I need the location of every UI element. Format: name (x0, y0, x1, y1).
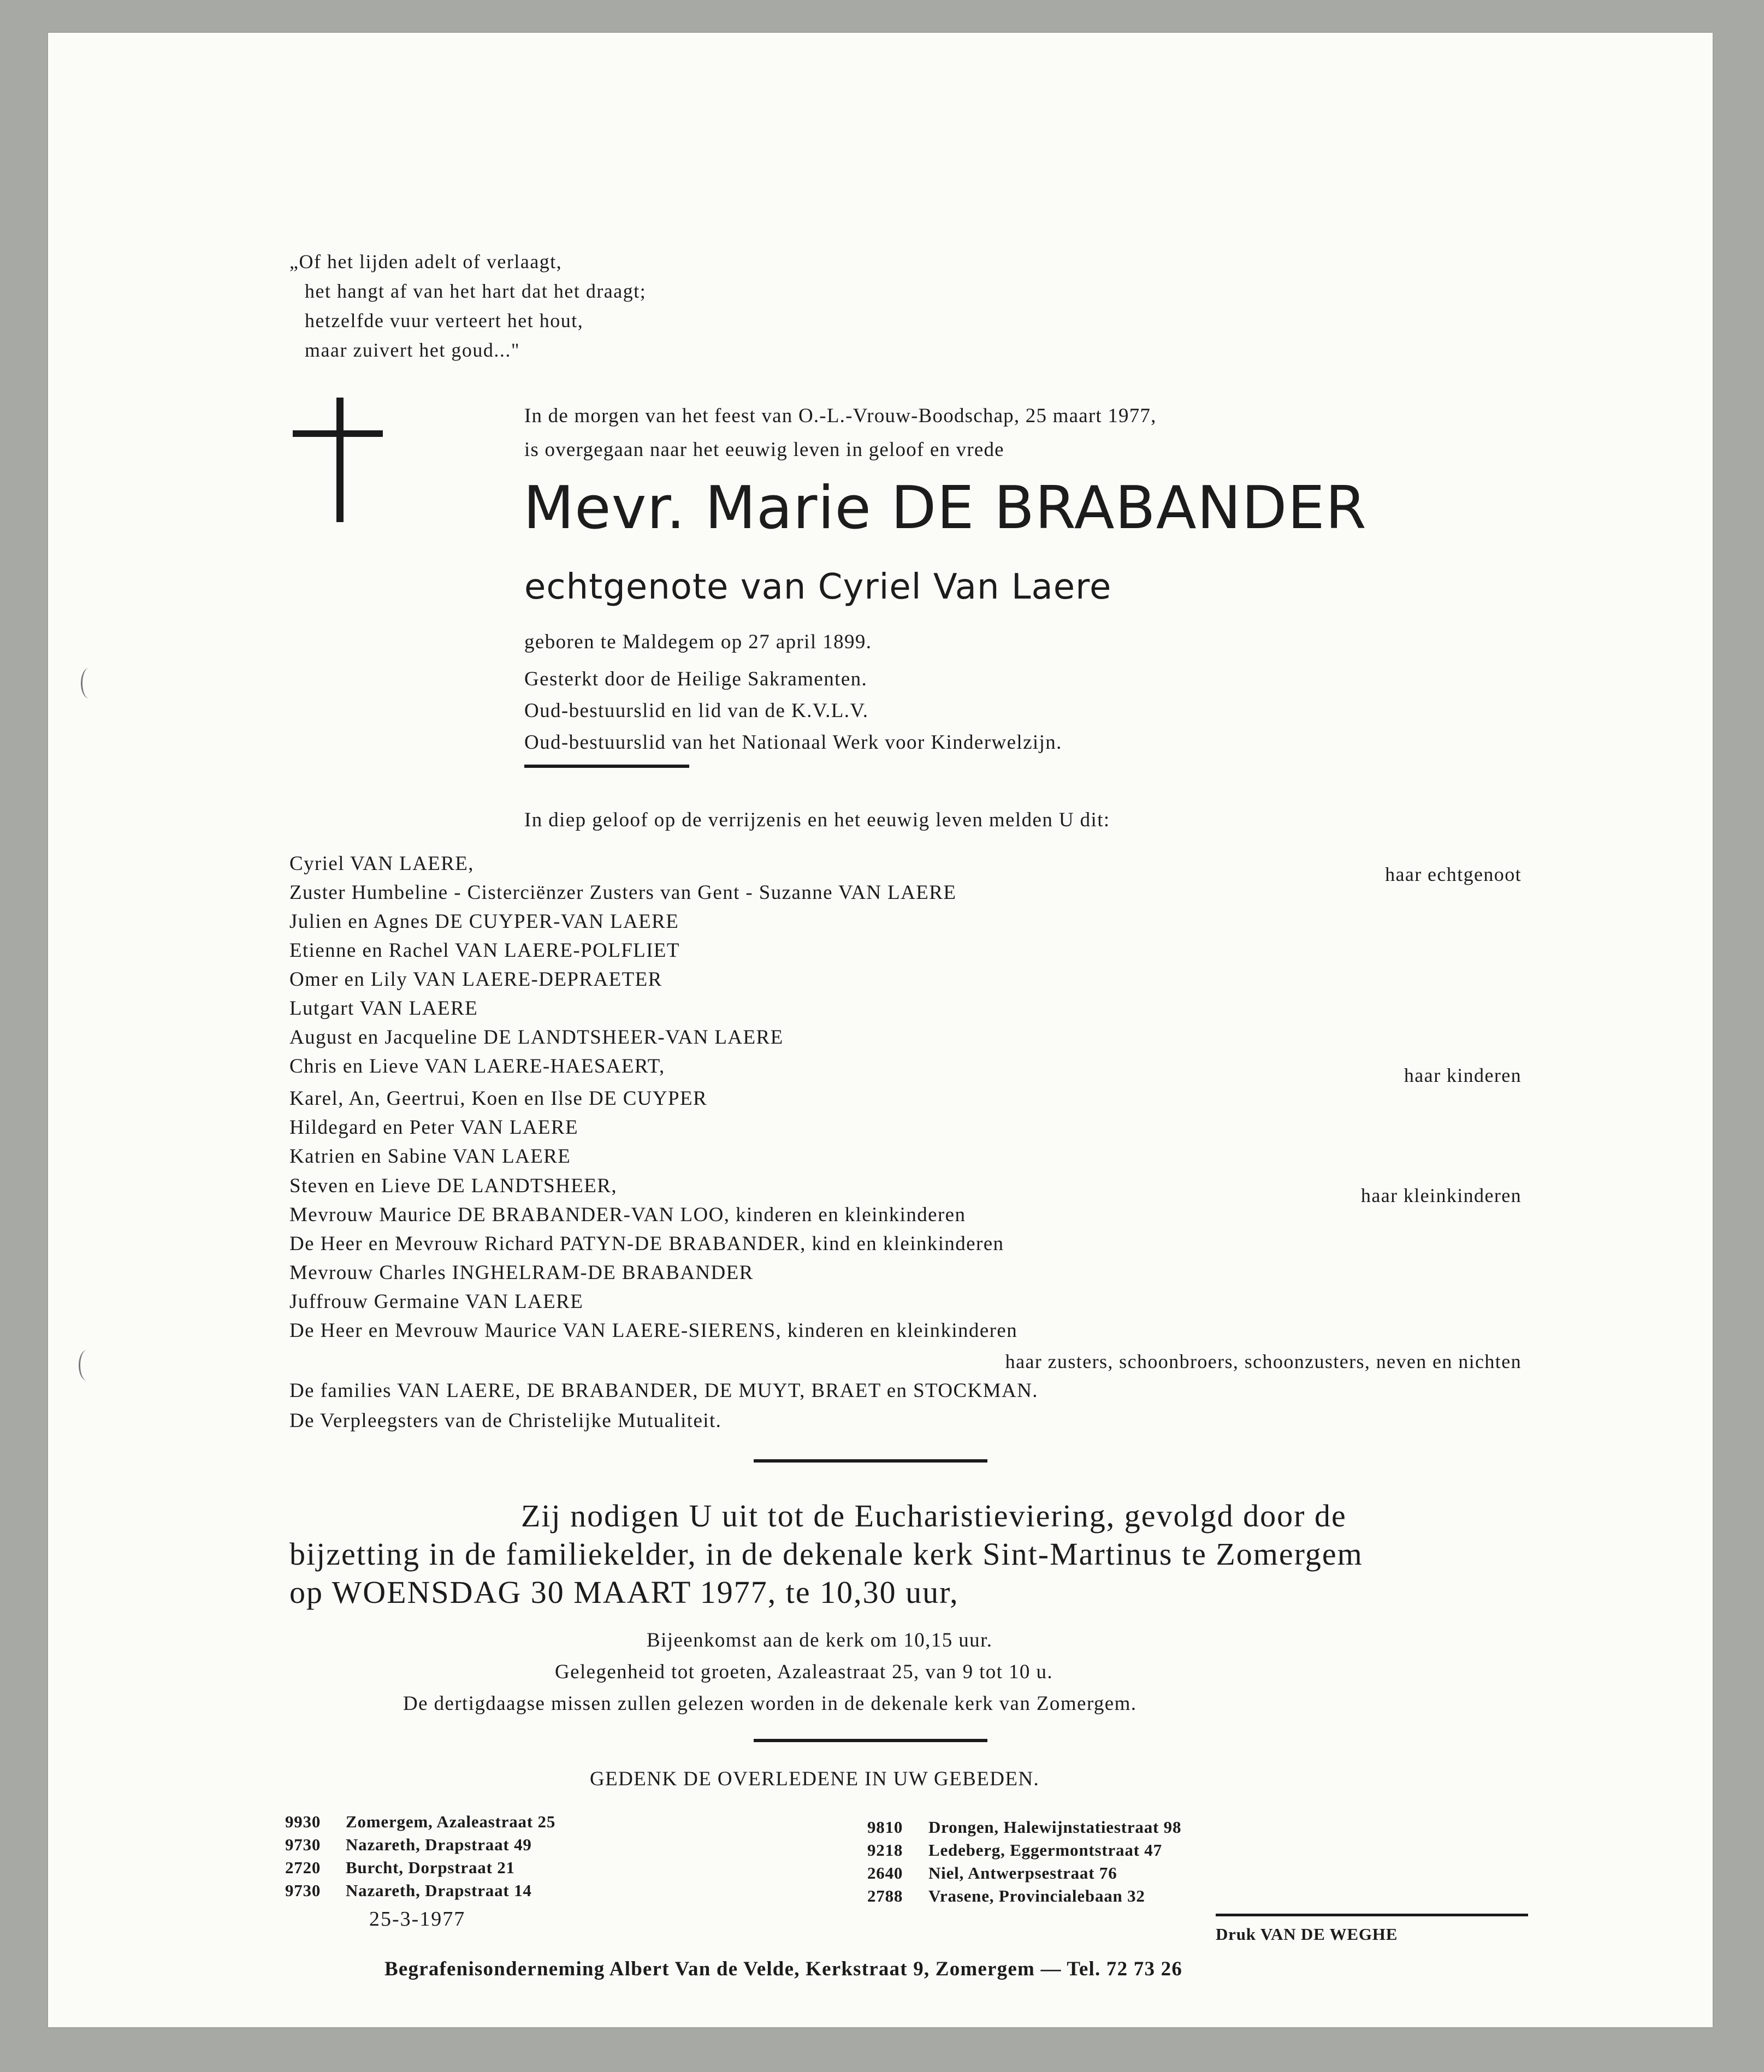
announcement-line: In diep geloof op de verrijzenis en het eeuwig leven melden U dit: (524, 809, 1110, 831)
family-member: Hildegard en Peter VAN LAERE (289, 1116, 579, 1139)
punch-hole (79, 1350, 95, 1381)
family-member: Chris en Lieve VAN LAERE-HAESAERT, (289, 1055, 665, 1078)
address-text: Zomergem, Azaleastraat 25 (346, 1812, 556, 1831)
address-text: Niel, Antwerpsestraat 76 (928, 1863, 1117, 1882)
quote-line: hetzelfde vuur verteert het hout, (305, 310, 584, 331)
detail-line: Gesterkt door de Heilige Sakramenten. (524, 668, 868, 690)
notice-date: 25-3-1977 (369, 1908, 466, 1931)
address-postcode: 2720 (285, 1858, 321, 1877)
family-member: Etienne en Rachel VAN LAERE-POLFLIET (289, 939, 680, 962)
birth-line: geboren te Maldegem op 27 april 1899. (524, 631, 872, 653)
divider (754, 1739, 987, 1742)
nurses-line: De Verpleegsters van de Christelijke Mutualiteit. (289, 1410, 722, 1432)
address-postcode: 2640 (867, 1863, 903, 1882)
divider (1216, 1914, 1528, 1916)
relation-label-husband: haar echtgenoot (1385, 863, 1522, 885)
family-member: De Heer en Mevrouw Richard PATYN-DE BRABANDER, kind en kleinkinderen (289, 1233, 1004, 1255)
family-member: Julien en Agnes DE CUYPER-VAN LAERE (289, 910, 679, 933)
deceased-name: Mevr. Marie DE BRABANDER (523, 474, 1367, 542)
quote-line: maar zuivert het goud..." (305, 339, 520, 361)
undertaker-line: Begrafenisonderneming Albert Van de Velde, Kerkstraat 9, Zomergem — Tel. 72 73 26 (384, 1958, 1183, 1980)
family-member: Mevrouw Maurice DE BRABANDER-VAN LOO, kinderen en kleinkinderen (289, 1204, 966, 1226)
address-text: Vrasene, Provincialebaan 32 (928, 1886, 1145, 1905)
printer-credit: Druk VAN DE WEGHE (1216, 1925, 1398, 1944)
masses-info: De dertigdaagse missen zullen gelezen worden in de dekenale kerk van Zomergem. (403, 1692, 1137, 1715)
detail-line: Oud-bestuurslid en lid van de K.V.L.V. (524, 700, 869, 722)
address-text: Drongen, Halewijnstatiestraat 98 (928, 1818, 1182, 1837)
invitation-line: bijzetting in de familiekelder, in de dekenale kerk Sint-Martinus te Zomergem (289, 1536, 1363, 1572)
address-text: Burcht, Dorpstraat 21 (346, 1858, 515, 1877)
address-postcode: 9730 (285, 1881, 321, 1900)
family-member: Mevrouw Charles INGHELRAM-DE BRABANDER (289, 1262, 754, 1284)
family-member: De Heer en Mevrouw Maurice VAN LAERE-SIERENS, kinderen en kleinkinderen (289, 1319, 1018, 1342)
gathering-info: Bijeenkomst aan de kerk om 10,15 uur. (647, 1629, 993, 1651)
families-line: De families VAN LAERE, DE BRABANDER, DE MUYT, BRAET en STOCKMAN. (289, 1380, 1038, 1402)
family-member: Lutgart VAN LAERE (289, 997, 478, 1020)
address-text: Nazareth, Drapstraat 49 (346, 1835, 532, 1854)
quote-line: het hangt af van het hart dat het draagt; (305, 280, 647, 302)
relation-label-relatives: haar zusters, schoonbroers, schoonzusters, neven en nichten (1005, 1351, 1522, 1372)
spouse-line: echtgenote van Cyriel Van Laere (524, 567, 1112, 607)
address-postcode: 9930 (285, 1812, 321, 1831)
address-text: Nazareth, Drapstraat 14 (346, 1881, 532, 1900)
death-notice-card (48, 33, 1713, 2027)
address-postcode: 9218 (867, 1840, 903, 1860)
quote-line: „Of het lijden adelt of verlaagt, (289, 251, 563, 273)
family-member: Omer en Lily VAN LAERE-DEPRAETER (289, 968, 662, 991)
viewing-info: Gelegenheid tot groeten, Azaleastraat 25, van 9 tot 10 u. (555, 1661, 1053, 1683)
family-member: Karel, An, Geertrui, Koen en Ilse DE CUYPER (289, 1087, 708, 1110)
family-member: Zuster Humbeline - Cisterciënzer Zusters van Gent - Suzanne VAN LAERE (289, 881, 957, 904)
family-member: Steven en Lieve DE LANDTSHEER, (289, 1175, 617, 1197)
invitation-line: Zij nodigen U uit tot de Eucharistieviering, gevolgd door de (521, 1498, 1347, 1534)
relation-label-children: haar kinderen (1404, 1064, 1522, 1086)
address-postcode: 2788 (867, 1886, 903, 1905)
family-member: Cyriel VAN LAERE, (289, 853, 474, 875)
family-member: August en Jacqueline DE LANDTSHEER-VAN LAERE (289, 1026, 784, 1049)
address-postcode: 9810 (867, 1818, 903, 1837)
punch-hole (81, 668, 97, 698)
divider (524, 765, 689, 768)
relation-label-grandchildren: haar kleinkinderen (1360, 1185, 1522, 1206)
cross-icon (293, 398, 386, 523)
address-postcode: 9730 (285, 1835, 321, 1854)
detail-line: Oud-bestuurslid van het Nationaal Werk voor Kinderwelzijn. (524, 731, 1062, 754)
divider (754, 1459, 987, 1463)
invitation-line: op WOENSDAG 30 MAART 1977, te 10,30 uur, (289, 1574, 959, 1610)
family-member: Katrien en Sabine VAN LAERE (289, 1145, 571, 1168)
intro-line: is overgegaan naar het eeuwig leven in geloof en vrede (524, 439, 1004, 461)
family-member: Juffrouw Germaine VAN LAERE (289, 1290, 584, 1313)
intro-line: In de morgen van het feest van O.-L.-Vrouw-Boodschap, 25 maart 1977, (524, 405, 1157, 427)
address-text: Ledeberg, Eggermontstraat 47 (928, 1840, 1162, 1860)
remember-line: GEDENK DE OVERLEDENE IN UW GEBEDEN. (590, 1768, 1040, 1790)
